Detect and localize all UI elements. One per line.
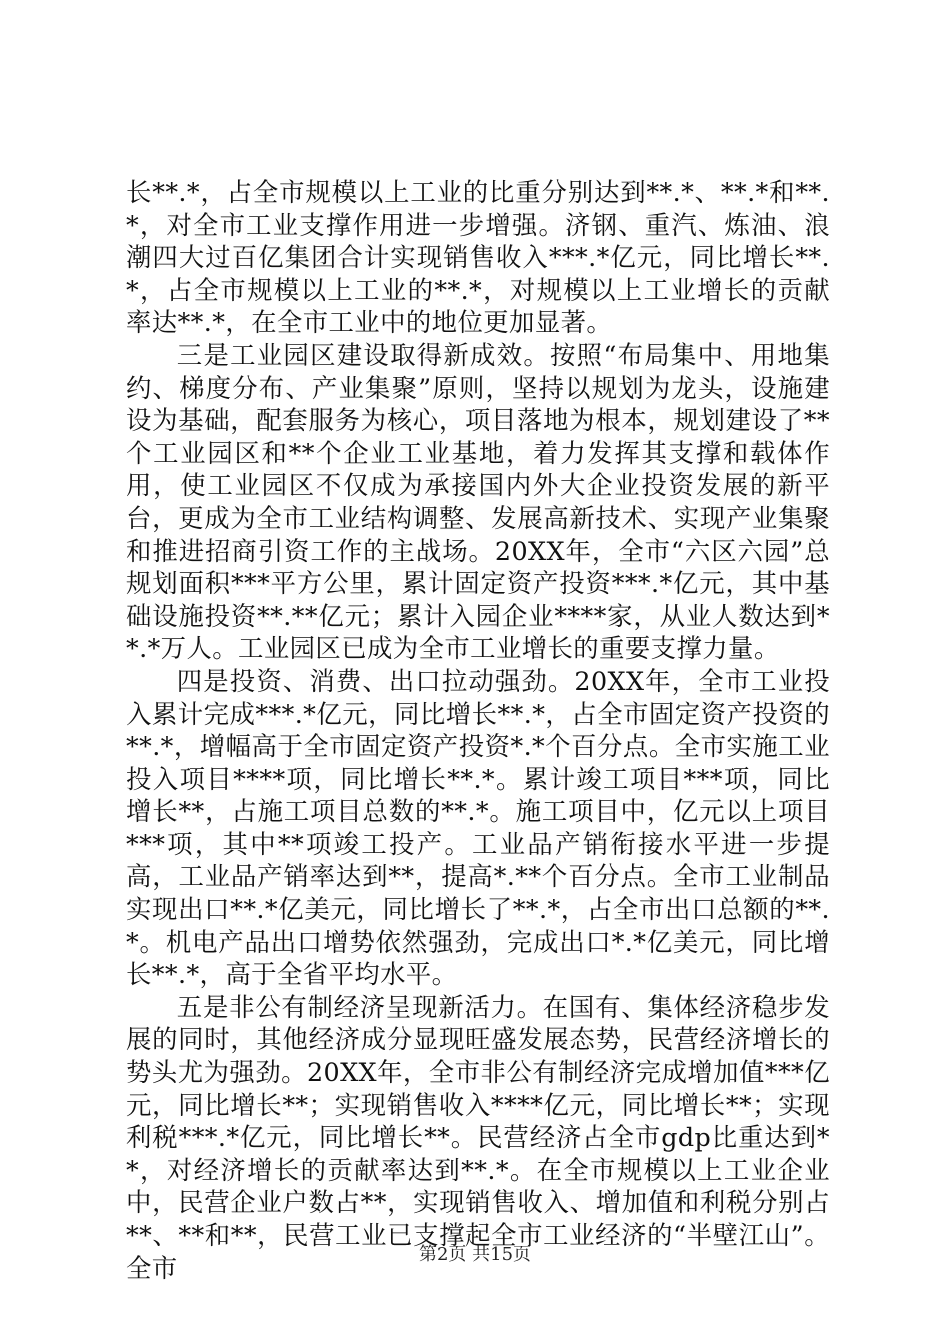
paragraph-2: 三是工业园区建设取得新成效。按照“布局集中、用地集约、梯度分布、产业集聚”原则，坚持以规划为龙头，设施建设为基础，配套服务为核心，项目落地为根本，规划建设了**个工业园区和**个企业工业基地，着力发挥其支撑和载体作用，使工业园区不仅成为承接国内外大企业投资发展的新平台，更成为全市工业结构调整、发展高新技术、实现产业集聚和推进招商引资工作的主战场。20XX年，全市“六区六园”总规划面积***平方公里，累计固定资产投资***.*亿元，其中基础设施投资**.**亿元；累计入园企业****家，从业人数达到**.*万人。工业园区已成为全市工业增长的重要支撑力量。 [126, 339, 830, 664]
document-body [126, 176, 830, 1284]
paragraph-3: 四是投资、消费、出口拉动强劲。20XX年，全市工业投入累计完成***.*亿元，同比增长**.*，占全市固定资产投资的**.*，增幅高于全市固定资产投资*.*个百分点。全市实施工业投入项目****项，同比增长**.*。累计竣工项目***项，同比增长**，占施工项目总数的**.*。施工项目中，亿元以上项目***项，其中**项竣工投产。工业品产销衔接水平进一步提高，工业品产销率达到**，提高*.**个百分点。全市工业制品实现出口**.*亿美元，同比增长了**.*，占全市出口总额的**.*。机电产品出口增势依然强劲，完成出口*.*亿美元，同比增长**.*，高于全省平均水平。 [126, 665, 830, 990]
paragraph-1: 长**.*，占全市规模以上工业的比重分别达到**.*、**.*和**.*，对全市工业支撑作用进一步增强。济钢、重汽、炼油、浪潮四大过百亿集团合计实现销售收入***.*亿元，同比增长**.*，占全市规模以上工业的**.*，对规模以上工业增长的贡献率达**.*，在全市工业中的地位更加显著。 [126, 177, 830, 338]
page-footer: 第2页 共15页 [418, 1244, 532, 1265]
paragraph-4: 五是非公有制经济呈现新活力。在国有、集体经济稳步发展的同时，其他经济成分显现旺盛发展态势，民营经济增长的势头尤为强劲。20XX年，全市非公有制经济完成增加值***亿元，同比增长**；实现销售收入****亿元，同比增长**；实现利税***.*亿元，同比增长**。民营经济占全市gdp比重达到**，对经济增长的贡献率达到**.*。在全市规模以上工业企业中，民营企业户数占**，实现销售收入、增加值和利税分别占**、**和**，民营工业已支撑起全市工业经济的“半壁江山”。全市 [126, 991, 830, 1283]
